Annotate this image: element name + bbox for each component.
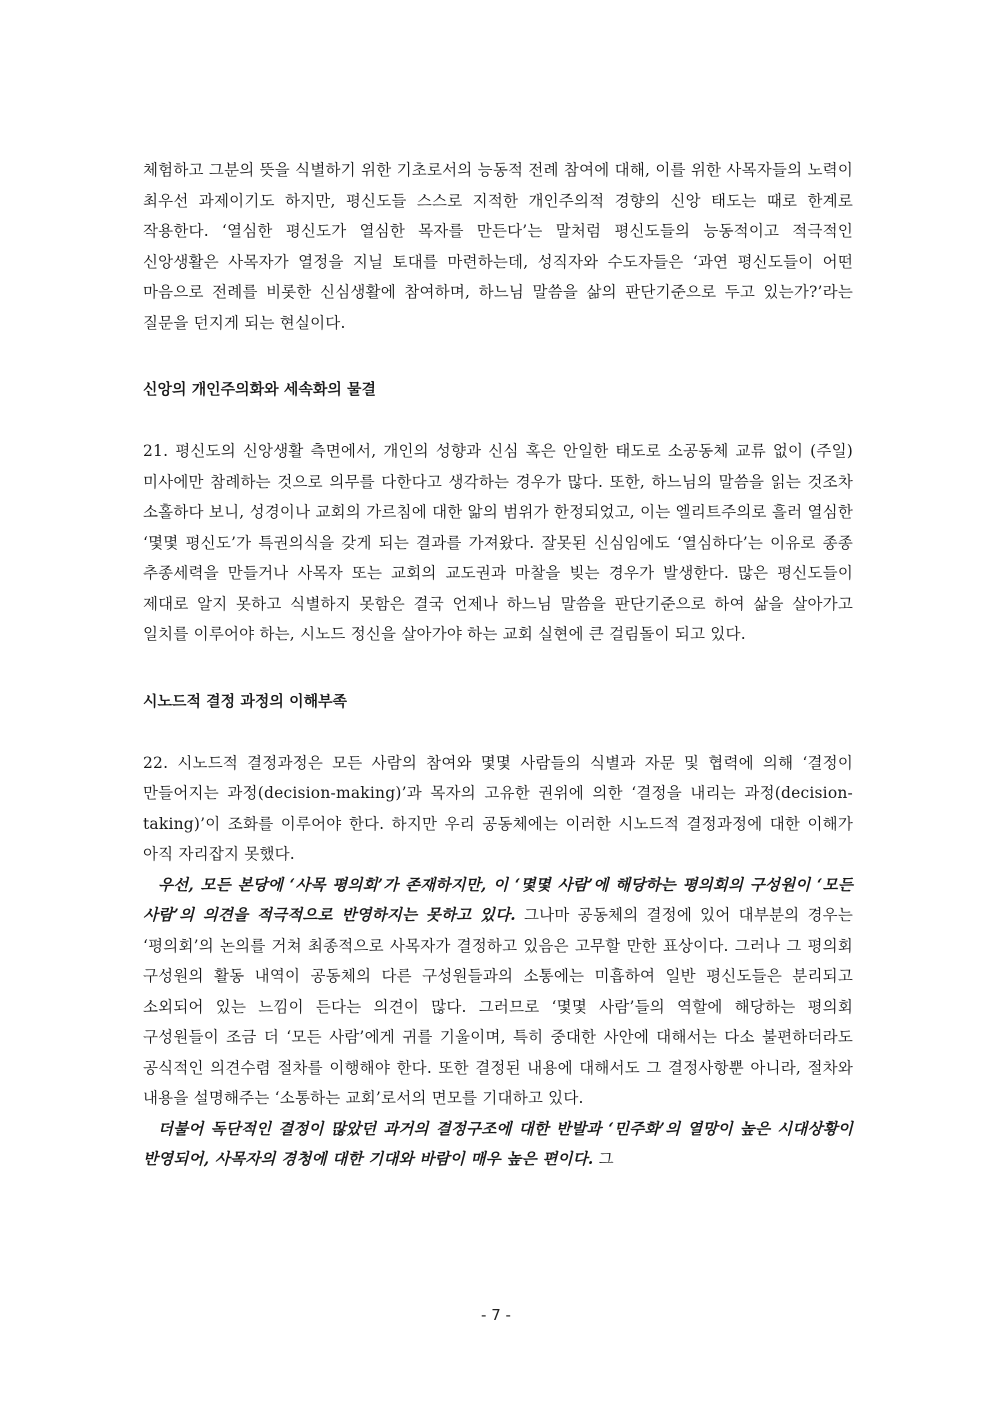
body-text: 그나마 공동체의 결정에 있어 대부분의 경우는 ‘평의회’의 논의를 거쳐 최종적으로 사목자가 결정하고 있음은 고무할 만한 표상이다. 그러나 그 평의회 구성원의 활동 내역이 공동체의 다른 구성원들과의 소통에는 미흡하여 일반 평신도들은 분리되고 소외되어 있는 느낌이 든다는 의견이 많다. 그러므로 ‘몇몇 사람’들의 역할에 해당하는 평의회 구성원들이 조금 더 ‘모든 사람’에게 귀를 기울이며, 특히 중대한 사안에 대해서는 다소 불편하더라도 공식적인 의견수렴 절차를 이행해야 한다. 또한 결정된 내용에 대해서도 그 결정사항뿐 아니라, 절차와 내용을 설명해주는 ‘소통하는 교회’로서의 면모를 기대하고 있다. (143, 906, 853, 1107)
body-text: 그 (593, 1150, 614, 1168)
section-heading-individualism: 신앙의 개인주의화와 세속화의 물결 (143, 380, 377, 398)
spacer (143, 404, 853, 436)
page-content (143, 155, 853, 1175)
page-number: - 7 - (481, 1306, 511, 1324)
emphasis-text: 우선, 모든 본당에 ‘사목 평의회’가 존재하지만, 이 ‘몇몇 사람’에 해당하는 평의회의 구성원이 ‘모든 사람’의 의견을 적극적으로 반영하지는 못하고 있다. (143, 874, 853, 924)
paragraph-21: 21. 평신도의 신앙생활 측면에서, 개인의 성향과 신심 혹은 안일한 태도로 소공동체 교류 없이 (주일)미사에만 참례하는 것으로 의무를 다한다고 생각하는 경우가 많다. 또한, 하느님의 말씀을 읽는 것조차 소홀하다 보니, 성경이나 교회의 가르침에 대한 앎의 범위가 한정되었고, 이는 엘리트주의로 흘러 열심한 ‘몇몇 평신도’가 특권의식을 갖게 되는 결과를 가져왔다. 잘못된 신심임에도 ‘열심하다’는 이유로 종종 추종세력을 만들거나 사목자 또는 교회의 교도권과 마찰을 빚는 경우가 발생한다. 많은 평신도들이 제대로 알지 못하고 식별하지 못함은 결국 언제나 하느님 말씀을 판단기준으로 하여 삶을 살아가고 일치를 이루어야 하는, 시노드 정신을 살아가야 하는 교회 실현에 큰 걸림돌이 되고 있다. (143, 442, 853, 643)
spacer (143, 338, 853, 374)
paragraph-22: 22. 시노드적 결정과정은 모든 사람의 참여와 몇몇 사람들의 식별과 자문 및 협력에 의해 ‘결정이 만들어지는 과정(decision-making)’과 목자의 고유한 권위에 의한 ‘결정을 내리는 과정(decision-taking)’이 조화를 이루어야 한다. 하지만 우리 공동체에는 이러한 시노드적 결정과정에 대한 이해가 아직 자리잡지 못했다. (143, 753, 853, 863)
spacer (143, 716, 853, 748)
paragraph-22-council (143, 870, 853, 1114)
paragraph-22-democratization (143, 1114, 853, 1175)
intro-paragraph: 체험하고 그분의 뜻을 식별하기 위한 기초로서의 능동적 전례 참여에 대해, 이를 위한 사목자들의 노력이 최우선 과제이기도 하지만, 평신도들 스스로 지적한 개인주의적 경향의 신앙 태도는 때로 한계로 작용한다. ‘열심한 평신도가 열심한 목자를 만든다’는 말처럼 평신도들의 능동적이고 적극적인 신앙생활은 사목자가 열정을 지닐 토대를 마련하는데, 성직자와 수도자들은 ‘과연 평신도들이 어떤 마음으로 전례를 비롯한 신심생활에 참여하며, 하느님 말씀을 삶의 판단기준으로 두고 있는가?’라는 질문을 던지게 되는 현실이다. (143, 161, 853, 332)
emphasis-text: 더불어 독단적인 결정이 많았던 과거의 결정구조에 대한 반발과 ‘민주화’의 열망이 높은 시대상황이 반영되어, 사목자의 경청에 대한 기대와 바람이 매우 높은 편이다. (143, 1118, 853, 1168)
spacer (143, 650, 853, 686)
section-heading-synodal-decision: 시노드적 결정 과정의 이해부족 (143, 691, 348, 710)
